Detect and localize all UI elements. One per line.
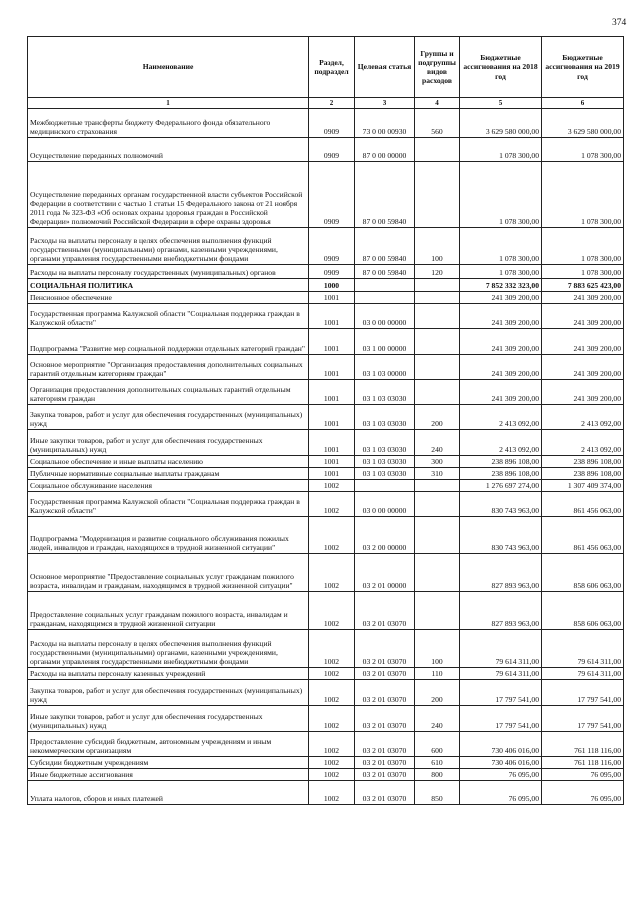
row-amount-2019: 238 896 108,00 (542, 468, 624, 480)
row-amount-2019: 1 078 300,00 (542, 265, 624, 279)
row-article: 03 2 01 03070 (355, 680, 415, 706)
header-name: Наименование (28, 37, 309, 98)
row-amount-2019: 861 456 063,00 (542, 517, 624, 554)
row-section: 1001 (309, 430, 355, 456)
row-group: 110 (415, 668, 460, 680)
row-article: 03 1 03 03030 (355, 468, 415, 480)
row-group: 120 (415, 265, 460, 279)
row-group (415, 517, 460, 554)
table-row (28, 630, 624, 668)
row-amount-2019: 76 095,00 (542, 769, 624, 781)
row-group: 300 (415, 456, 460, 468)
row-article: 03 1 03 03030 (355, 405, 415, 430)
row-section: 1001 (309, 405, 355, 430)
row-section: 0909 (309, 109, 355, 138)
table-row (28, 480, 624, 492)
row-amount-2019: 79 614 311,00 (542, 668, 624, 680)
row-section: 1002 (309, 732, 355, 757)
row-group (415, 138, 460, 162)
row-section: 1002 (309, 680, 355, 706)
row-amount-2019: 238 896 108,00 (542, 456, 624, 468)
table-row (28, 732, 624, 757)
row-group (415, 380, 460, 405)
row-amount-2018: 1 078 300,00 (460, 162, 542, 228)
row-amount-2019: 861 456 063,00 (542, 492, 624, 517)
row-section: 0909 (309, 162, 355, 228)
row-name: Субсидии бюджетным учреждениям (28, 757, 309, 769)
row-amount-2018: 238 896 108,00 (460, 456, 542, 468)
column-number-row (28, 98, 624, 109)
row-group: 100 (415, 630, 460, 668)
table-row (28, 468, 624, 480)
row-section: 1002 (309, 781, 355, 805)
table-row (28, 329, 624, 355)
table-row (28, 706, 624, 732)
row-name: Предоставление социальных услуг гражданам пожилого возраста, инвалидам и гражданам, находящимся в трудной жизненной ситуации (28, 592, 309, 630)
row-amount-2019: 761 118 116,00 (542, 757, 624, 769)
row-amount-2018: 1 078 300,00 (460, 265, 542, 279)
row-section: 1001 (309, 292, 355, 304)
row-group: 200 (415, 680, 460, 706)
table-row (28, 279, 624, 292)
row-amount-2018: 827 893 963,00 (460, 554, 542, 592)
row-name: Осуществление переданных полномочий (28, 138, 309, 162)
row-name: Закупка товаров, работ и услуг для обеспечения государственных (муниципальных) нужд (28, 680, 309, 706)
row-section: 1001 (309, 468, 355, 480)
row-name: Организация предоставления дополнительных социальных гарантий отдельным категориям граждан (28, 380, 309, 405)
row-amount-2018: 241 309 200,00 (460, 355, 542, 380)
row-article: 03 0 00 00000 (355, 492, 415, 517)
row-name: СОЦИАЛЬНАЯ ПОЛИТИКА (28, 279, 309, 292)
column-number: 5 (460, 98, 542, 109)
row-amount-2018: 241 309 200,00 (460, 329, 542, 355)
row-name: Государственная программа Калужской области "Социальная поддержка граждан в Калужской области" (28, 304, 309, 329)
row-group: 850 (415, 781, 460, 805)
row-amount-2018: 830 743 963,00 (460, 517, 542, 554)
row-article: 03 2 01 03070 (355, 769, 415, 781)
header-2018: Бюджетные ассигнования на 2018 год (460, 37, 542, 98)
table-row (28, 592, 624, 630)
row-section: 1002 (309, 554, 355, 592)
row-name: Основное мероприятие "Организация предоставления дополнительных социальных гарантий отдельным категориям граждан" (28, 355, 309, 380)
row-name: Расходы на выплаты персоналу государственных (муниципальных) органов (28, 265, 309, 279)
row-amount-2018: 3 629 580 000,00 (460, 109, 542, 138)
table-row (28, 517, 624, 554)
row-name: Социальное обеспечение и иные выплаты населению (28, 456, 309, 468)
row-amount-2019: 858 606 063,00 (542, 592, 624, 630)
row-name: Межбюджетные трансферты бюджету Федерального фонда обязательного медицинского страхования (28, 109, 309, 138)
row-article (355, 480, 415, 492)
row-group (415, 480, 460, 492)
row-article: 87 0 00 00000 (355, 138, 415, 162)
table-row (28, 769, 624, 781)
row-name: Иные закупки товаров, работ и услуг для обеспечения государственных (муниципальных) нужд (28, 706, 309, 732)
row-amount-2019: 76 095,00 (542, 781, 624, 805)
row-amount-2018: 2 413 092,00 (460, 430, 542, 456)
row-article: 87 0 00 59840 (355, 228, 415, 265)
row-name: Публичные нормативные социальные выплаты гражданам (28, 468, 309, 480)
row-group (415, 592, 460, 630)
row-amount-2019: 17 797 541,00 (542, 680, 624, 706)
budget-table (27, 36, 624, 805)
row-group (415, 554, 460, 592)
row-amount-2019: 79 614 311,00 (542, 630, 624, 668)
table-row (28, 668, 624, 680)
row-article: 03 2 01 03070 (355, 592, 415, 630)
row-group (415, 292, 460, 304)
row-amount-2019: 241 309 200,00 (542, 355, 624, 380)
row-article: 03 1 03 03030 (355, 380, 415, 405)
row-article (355, 279, 415, 292)
row-amount-2019: 17 797 541,00 (542, 706, 624, 732)
row-amount-2019: 1 307 409 374,00 (542, 480, 624, 492)
row-article: 03 2 01 03070 (355, 630, 415, 668)
row-section: 1002 (309, 492, 355, 517)
row-name: Иные бюджетные ассигнования (28, 769, 309, 781)
row-amount-2019: 241 309 200,00 (542, 304, 624, 329)
row-name: Основное мероприятие "Предоставление социальных услуг гражданам пожилого возраста, инвалидам и гражданам, находящимся в трудной жизненной ситуации" (28, 554, 309, 592)
row-amount-2018: 76 095,00 (460, 769, 542, 781)
row-amount-2018: 241 309 200,00 (460, 292, 542, 304)
row-amount-2019: 858 606 063,00 (542, 554, 624, 592)
row-amount-2019: 241 309 200,00 (542, 292, 624, 304)
row-article: 03 1 03 00000 (355, 355, 415, 380)
row-amount-2019: 241 309 200,00 (542, 329, 624, 355)
row-section: 1002 (309, 630, 355, 668)
column-number: 1 (28, 98, 309, 109)
row-section: 1002 (309, 668, 355, 680)
header-section: Раздел, подраздел (309, 37, 355, 98)
row-name: Расходы на выплаты персоналу казенных учреждений (28, 668, 309, 680)
row-article: 03 2 01 03070 (355, 732, 415, 757)
table-row (28, 405, 624, 430)
row-amount-2018: 7 852 332 323,00 (460, 279, 542, 292)
row-article: 87 0 00 59840 (355, 162, 415, 228)
row-amount-2019: 2 413 092,00 (542, 430, 624, 456)
row-amount-2018: 76 095,00 (460, 781, 542, 805)
header-row (28, 37, 624, 98)
row-amount-2018: 2 413 092,00 (460, 405, 542, 430)
column-number: 4 (415, 98, 460, 109)
table-row (28, 138, 624, 162)
table-row (28, 265, 624, 279)
header-article: Целевая статья (355, 37, 415, 98)
row-name: Государственная программа Калужской области "Социальная поддержка граждан в Калужской области" (28, 492, 309, 517)
row-amount-2018: 1 078 300,00 (460, 138, 542, 162)
row-group (415, 329, 460, 355)
row-group: 240 (415, 706, 460, 732)
row-section: 1001 (309, 456, 355, 468)
row-section: 0909 (309, 265, 355, 279)
row-amount-2018: 241 309 200,00 (460, 380, 542, 405)
row-group: 800 (415, 769, 460, 781)
header-2019: Бюджетные ассигнования на 2019 год (542, 37, 624, 98)
row-section: 0909 (309, 228, 355, 265)
table-row (28, 380, 624, 405)
row-amount-2018: 79 614 311,00 (460, 630, 542, 668)
row-name: Социальное обслуживание населения (28, 480, 309, 492)
row-group: 600 (415, 732, 460, 757)
row-name: Подпрограмма "Модернизация и развитие социального обслуживания пожилых людей, инвалидов и граждан, находящихся в трудной жизненной ситуации" (28, 517, 309, 554)
row-amount-2019: 2 413 092,00 (542, 405, 624, 430)
row-name: Расходы на выплаты персоналу в целях обеспечения выполнения функций государственными (муниципальными) органами, казенными учреждениями, органами управления государственными внебюджетными фондами (28, 228, 309, 265)
table-row (28, 430, 624, 456)
column-number: 2 (309, 98, 355, 109)
table-row (28, 492, 624, 517)
row-amount-2018: 79 614 311,00 (460, 668, 542, 680)
table-row (28, 456, 624, 468)
row-name: Предоставление субсидий бюджетным, автономным учреждениям и иным некоммерческим организациям (28, 732, 309, 757)
row-amount-2019: 1 078 300,00 (542, 138, 624, 162)
table-row (28, 680, 624, 706)
row-amount-2018: 1 276 697 274,00 (460, 480, 542, 492)
table-row (28, 355, 624, 380)
row-section: 1002 (309, 757, 355, 769)
row-section: 1000 (309, 279, 355, 292)
row-name: Расходы на выплаты персоналу в целях обеспечения выполнения функций государственными (муниципальными) органами, казенными учреждениями, органами управления государственными внебюджетными фондами (28, 630, 309, 668)
row-group: 610 (415, 757, 460, 769)
table-row (28, 781, 624, 805)
row-section: 1002 (309, 769, 355, 781)
row-amount-2018: 17 797 541,00 (460, 706, 542, 732)
row-amount-2018: 1 078 300,00 (460, 228, 542, 265)
row-amount-2019: 7 883 625 423,00 (542, 279, 624, 292)
row-section: 1002 (309, 480, 355, 492)
row-group (415, 279, 460, 292)
row-amount-2018: 238 896 108,00 (460, 468, 542, 480)
row-article: 03 2 00 00000 (355, 517, 415, 554)
row-amount-2018: 730 406 016,00 (460, 732, 542, 757)
row-article: 03 2 01 03070 (355, 757, 415, 769)
row-group (415, 355, 460, 380)
column-number: 3 (355, 98, 415, 109)
table-row (28, 109, 624, 138)
row-article: 87 0 00 59840 (355, 265, 415, 279)
row-article: 03 2 01 03070 (355, 668, 415, 680)
row-article: 03 0 00 00000 (355, 304, 415, 329)
row-group: 200 (415, 405, 460, 430)
row-section: 1001 (309, 355, 355, 380)
row-amount-2019: 1 078 300,00 (542, 162, 624, 228)
table-row (28, 554, 624, 592)
row-group: 240 (415, 430, 460, 456)
row-name: Осуществление переданных органам государственной власти субъектов Российской Федерации в соответствии с частью 1 статьи 15 Федерального закона от 21 ноября 2011 года № 323-ФЗ «Об основах охраны здоровья граждан в Российской Федерации» полномочий Российской Федерации в сфере охраны здоровья (28, 162, 309, 228)
row-article: 03 1 03 03030 (355, 456, 415, 468)
table-row (28, 292, 624, 304)
table-row (28, 757, 624, 769)
row-section: 1001 (309, 304, 355, 329)
header-group: Группы и подгруппы видов расходов (415, 37, 460, 98)
row-name: Пенсионное обеспечение (28, 292, 309, 304)
row-section: 1001 (309, 380, 355, 405)
row-article: 03 1 03 03030 (355, 430, 415, 456)
row-amount-2019: 241 309 200,00 (542, 380, 624, 405)
row-article: 03 1 00 00000 (355, 329, 415, 355)
row-amount-2019: 3 629 580 000,00 (542, 109, 624, 138)
row-amount-2019: 761 118 116,00 (542, 732, 624, 757)
row-amount-2018: 830 743 963,00 (460, 492, 542, 517)
row-name: Уплата налогов, сборов и иных платежей (28, 781, 309, 805)
page-number: 374 (612, 18, 627, 28)
table-row (28, 304, 624, 329)
row-amount-2018: 827 893 963,00 (460, 592, 542, 630)
row-group: 100 (415, 228, 460, 265)
row-amount-2019: 1 078 300,00 (542, 228, 624, 265)
row-group (415, 304, 460, 329)
row-amount-2018: 241 309 200,00 (460, 304, 542, 329)
row-group: 310 (415, 468, 460, 480)
row-group (415, 492, 460, 517)
row-name: Подпрограмма "Развитие мер социальной поддержки отдельных категорий граждан" (28, 329, 309, 355)
row-article: 73 0 00 00930 (355, 109, 415, 138)
row-section: 1002 (309, 592, 355, 630)
table-row (28, 162, 624, 228)
row-amount-2018: 730 406 016,00 (460, 757, 542, 769)
row-section: 0909 (309, 138, 355, 162)
row-article (355, 292, 415, 304)
row-article: 03 2 01 03070 (355, 706, 415, 732)
row-section: 1002 (309, 706, 355, 732)
row-amount-2018: 17 797 541,00 (460, 680, 542, 706)
row-section: 1002 (309, 517, 355, 554)
table-row (28, 228, 624, 265)
row-article: 03 2 01 00000 (355, 554, 415, 592)
row-group: 560 (415, 109, 460, 138)
row-name: Закупка товаров, работ и услуг для обеспечения государственных (муниципальных) нужд (28, 405, 309, 430)
row-group (415, 162, 460, 228)
row-article: 03 2 01 03070 (355, 781, 415, 805)
row-section: 1001 (309, 329, 355, 355)
column-number: 6 (542, 98, 624, 109)
row-name: Иные закупки товаров, работ и услуг для обеспечения государственных (муниципальных) нужд (28, 430, 309, 456)
